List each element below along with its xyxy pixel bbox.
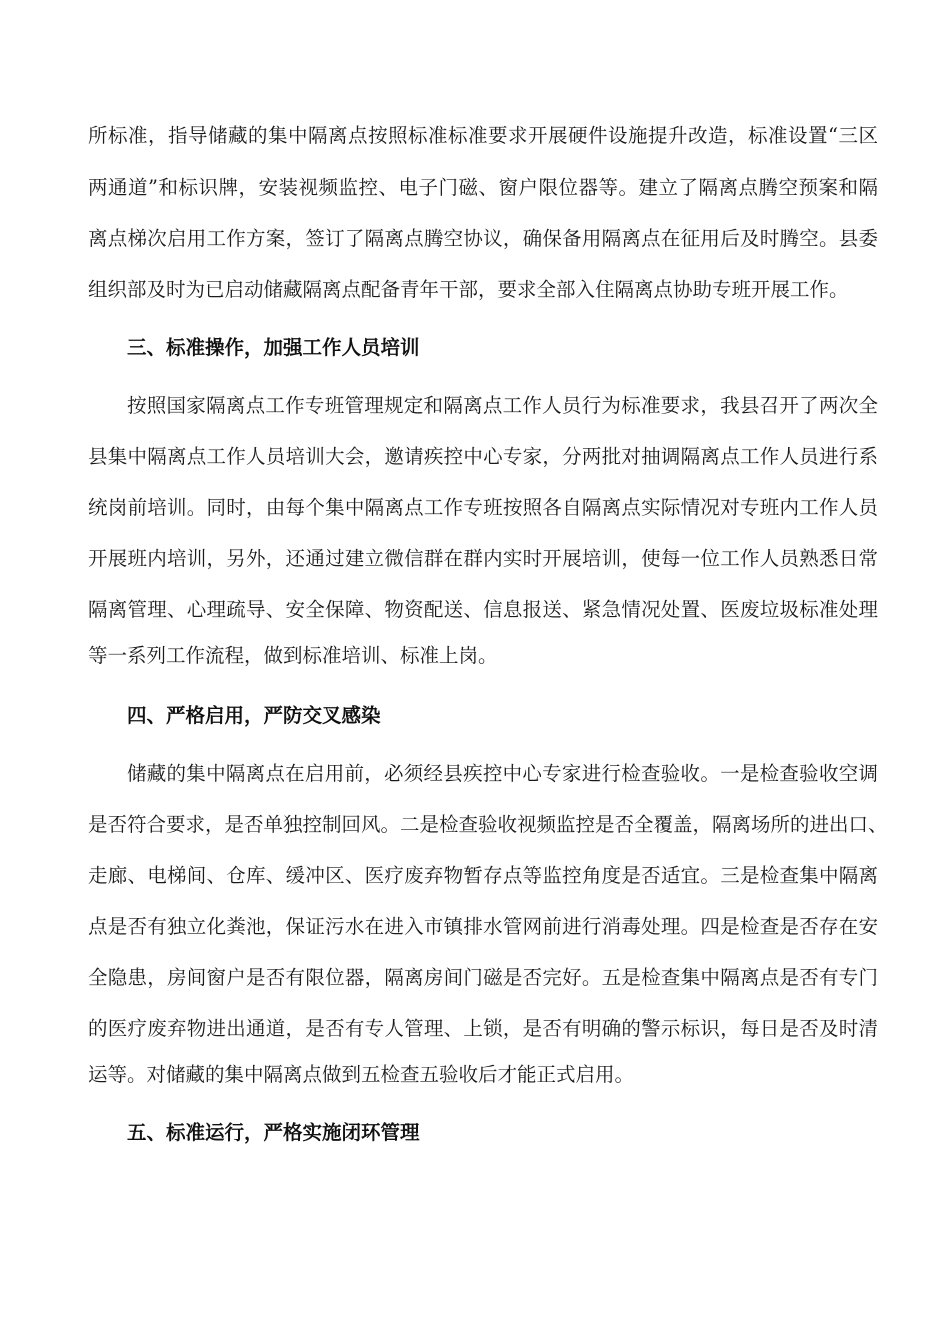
paragraph-line: 运等。对储藏的集中隔离点做到五检查五验收后才能正式启用。 (88, 1063, 635, 1086)
paragraph-line: 按照国家隔离点工作专班管理规定和隔离点工作人员行为标准要求，我县召开了两次全 (127, 394, 878, 417)
paragraph-line: 储藏的集中隔离点在启用前，必须经县疾控中心专家进行检查验收。一是检查验收空调 (127, 762, 878, 785)
section-heading-4: 四、严格启用，严防交叉感染 (127, 704, 381, 727)
paragraph-line: 组织部及时为已启动储藏隔离点配备青年干部，要求全部入住隔离点协助专班开展工作。 (88, 278, 849, 301)
paragraph-line: 的医疗废弃物进出通道，是否有专人管理、上锁，是否有明确的警示标识，每日是否及时清 (88, 1017, 878, 1040)
paragraph-line: 统岗前培训。同时，由每个集中隔离点工作专班按照各自隔离点实际情况对专班内工作人员 (88, 496, 878, 519)
paragraph-line: 走廊、电梯间、仓库、缓冲区、医疗废弃物暂存点等监控角度是否适宜。三是检查集中隔离 (88, 864, 878, 887)
paragraph-line: 等一系列工作流程，做到标准培训、标准上岗。 (88, 644, 498, 667)
paragraph-line: 所标准，指导储藏的集中隔离点按照标准标准要求开展硬件设施提升改造，标准设置“三区 (88, 124, 878, 147)
paragraph-line: 是否符合要求，是否单独控制回风。二是检查验收视频监控是否全覆盖，隔离场所的进出口、 (88, 813, 888, 836)
paragraph-line: 点是否有独立化粪池，保证污水在进入市镇排水管网前进行消毒处理。四是检查是否存在安 (88, 915, 878, 938)
paragraph-line: 离点梯次启用工作方案，签订了隔离点腾空协议，确保备用隔离点在征用后及时腾空。县委 (88, 227, 878, 250)
paragraph-line: 开展班内培训，另外，还通过建立微信群在群内实时开展培训，使每一位工作人员熟悉日常 (88, 547, 878, 570)
paragraph-line: 县集中隔离点工作人员培训大会，邀请疾控中心专家，分两批对抽调隔离点工作人员进行系 (88, 445, 878, 468)
paragraph-line: 隔离管理、心理疏导、安全保障、物资配送、信息报送、紧急情况处置、医废垃圾标准处理 (88, 598, 878, 621)
section-heading-3: 三、标准操作，加强工作人员培训 (127, 336, 420, 359)
paragraph-line: 全隐患，房间窗户是否有限位器，隔离房间门磁是否完好。五是检查集中隔离点是否有专门 (88, 966, 878, 989)
paragraph-line: 两通道”和标识牌，安装视频监控、电子门磁、窗户限位器等。建立了隔离点腾空预案和隔 (88, 176, 878, 199)
section-heading-5: 五、标准运行，严格实施闭环管理 (127, 1121, 420, 1144)
